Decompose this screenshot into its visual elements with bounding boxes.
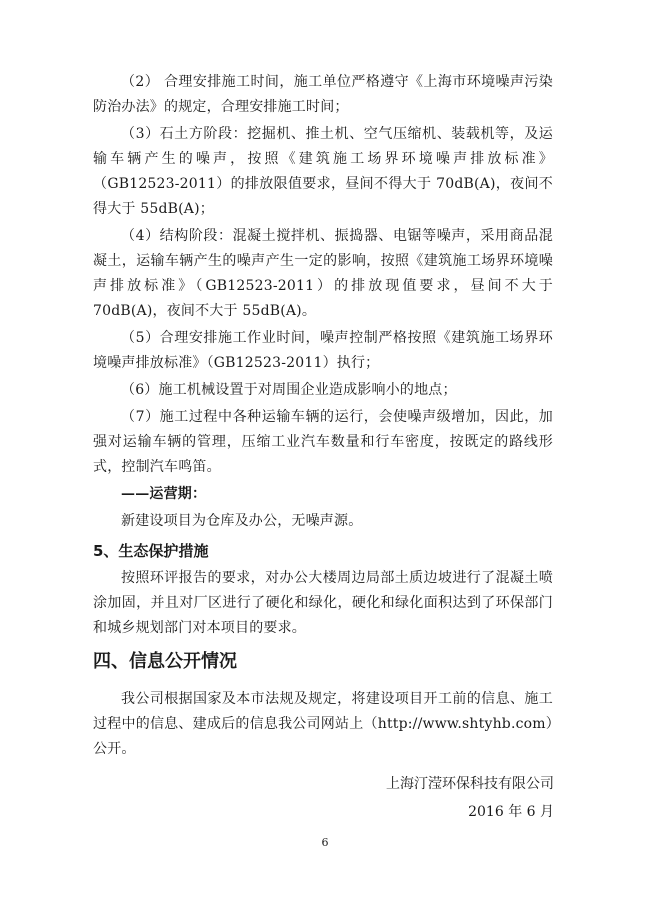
section-4-text: 我公司根据国家及本市法规及规定，将建设项目开工前的信息、施工过程中的信息、建成后的信息我公司网站上（http://www.shtyhb.com）公开。 (93, 691, 553, 757)
operation-period-text: 新建设项目为仓库及办公，无噪声源。 (121, 513, 363, 529)
paragraph-item-6: （6）施工机械设置于对周围企业造成影响小的地点； (121, 382, 457, 398)
paragraph-item-5: （5）合理安排施工作业时间，噪声控制严格按照《建筑施工场界环境噪声排放标准》（GB12523-2011）执行； (93, 330, 553, 371)
paragraph-item-7: （7）施工过程中各种运输车辆的运行，会使噪声级增加，因此，加强对运输车辆的管理，压缩工业汽车数量和行车密度，按既定的路线形式，控制汽车鸣笛。 (93, 409, 553, 475)
paragraph-item-4: （4）结构阶段：混凝土搅拌机、振捣器、电锯等噪声，采用商品混凝土，运输车辆产生的噪声产生一定的影响，按照《建筑施工场界环境噪声排放标准》（GB12523-2011）的排放现值要求，昼间不大于 70dB(A)，夜间不大于 55dB(A)。 (93, 228, 553, 319)
paragraph-item-2: （2） 合理安排施工时间，施工单位严格遵守《上海市环境噪声污染防治办法》的规定，合理安排施工时间； (93, 74, 553, 115)
operation-period-label: ——运营期： (121, 486, 207, 502)
section-5-heading: 5、生态保护措施 (93, 542, 209, 560)
company-signature: 上海汀滢环保科技有限公司 (386, 776, 554, 792)
paragraph-item-3: （3）石土方阶段：挖掘机、推土机、空气压缩机、装载机等，及运输车辆产生的噪声，按照《建筑施工场界环境噪声排放标准》（GB12523-2011）的排放限值要求，昼间不得大于 70dB(A)，夜间不得大于 55dB(A)； (93, 126, 553, 217)
section-4-heading: 四、信息公开情况 (93, 651, 237, 672)
page-number: 6 (321, 836, 329, 849)
section-5-text: 按照环评报告的要求，对办公大楼周边局部土质边坡进行了混凝土喷涂加固，并且对厂区进行了硬化和绿化，硬化和绿化面积达到了环保部门和城乡规划部门对本项目的要求。 (93, 570, 553, 636)
document-body (93, 70, 553, 762)
signature-date: 2016 年 6 月 (468, 804, 554, 820)
